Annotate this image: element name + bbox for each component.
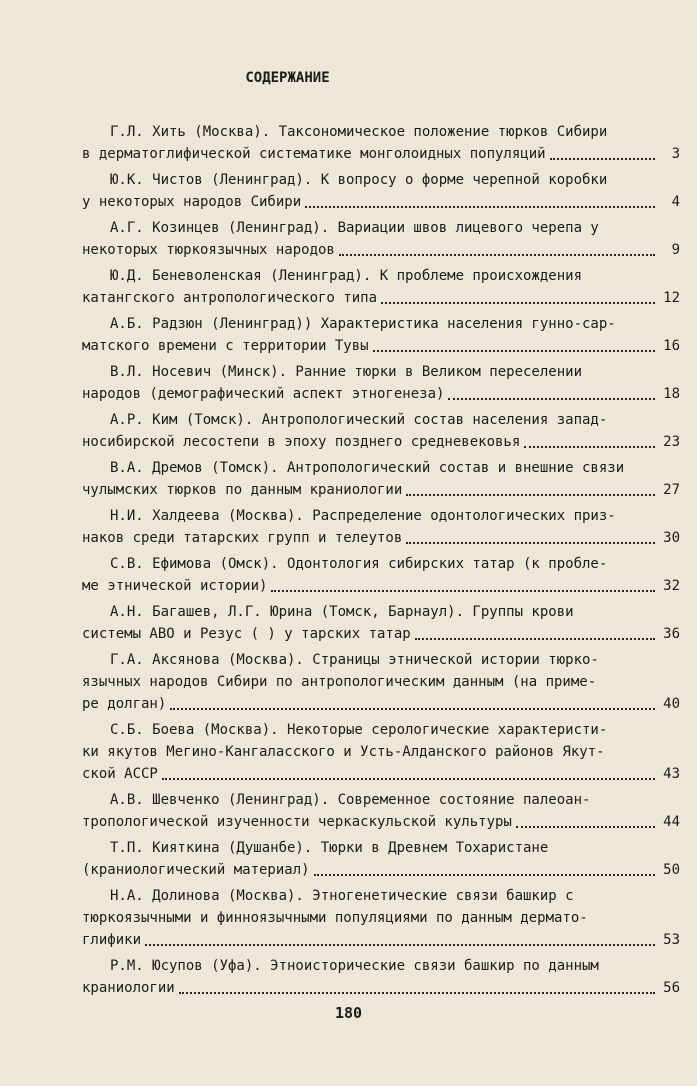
toc-entry [82,553,680,597]
toc-entry-line: Н.А. Долинова (Москва). Этногенетические связи башкир с [110,888,574,904]
toc-page-number: 56 [663,980,680,996]
toc-entry-line: тропологической изученности черкаскульской культуры [82,814,512,830]
page-number: 180 [334,1004,363,1022]
dot-leader [314,873,655,876]
toc-entry-line: ме этнической истории) [82,578,268,594]
dot-leader [145,943,655,946]
dot-leader [271,589,655,592]
toc-entry-last-line [82,431,680,453]
toc-entry-line: Ю.Д. Беневоленская (Ленинград). К проблеме происхождения [110,268,583,284]
dot-leader [381,301,655,304]
toc-page-number: 23 [663,434,680,450]
dot-leader [162,777,655,780]
toc-page-number: 43 [663,766,680,782]
toc-entry-line: глифики [82,932,142,948]
toc-entry-last-line [82,527,680,549]
toc-page-number: 9 [671,242,680,258]
toc-entry-last-line [82,191,680,213]
toc-page-number: 12 [663,290,680,306]
toc-page-number: 40 [663,696,680,712]
dot-leader [373,349,655,352]
toc-page-number: 53 [663,932,680,948]
toc-page-number: 44 [663,814,680,830]
toc-entry-last-line [82,763,680,785]
toc-entry [82,955,680,999]
toc-entry-last-line [82,383,680,405]
toc-entry [82,169,680,213]
toc-entry [82,217,680,261]
toc-page-number: 27 [663,482,680,498]
toc-entry-line: системы АВО и Резус ( ) у тарских татар [82,626,411,642]
toc-entry-last-line [82,479,680,501]
toc-entry-line: ки якутов Мегино-Кангаласского и Усть-Алданского районов Якут- [82,744,605,760]
toc-entry [82,885,680,951]
toc-entry-line: Т.П. Кияткина (Душанбе). Тюрки в Древнем Тохаристане [110,840,549,856]
toc-page-number: 50 [663,862,680,878]
toc-entry-line: А.Г. Козинцев (Ленинград). Вариации швов лицевого черепа у [110,220,599,236]
toc-entry [82,601,680,645]
toc-entry [82,409,680,453]
toc-entry-last-line [82,977,680,999]
toc-entry-last-line [82,859,680,881]
toc-entry-last-line [82,811,680,833]
toc-entry-line: С.Б. Боева (Москва). Некоторые серологические характеристи- [110,722,608,738]
toc-entry-line: А.Б. Радзюн (Ленинград)) Характеристика населения гунно-сар- [110,316,616,332]
toc-entry-line: у некоторых народов Сибири [82,194,302,210]
toc-entry [82,265,680,309]
toc-entry-line: А.Н. Багашев, Л.Г. Юрина (Томск, Барнаул). Группы крови [110,604,574,620]
toc-page-number: 16 [663,338,680,354]
dot-leader [550,157,655,160]
table-of-contents [82,121,680,1003]
toc-entry-line: народов (демографический аспект этногенеза) [82,386,445,402]
toc-entry [82,789,680,833]
toc-entry-last-line [82,239,680,261]
toc-page-number: 32 [663,578,680,594]
toc-entry-last-line [82,693,680,715]
toc-entry-line: Г.А. Аксянова (Москва). Страницы этнической истории тюрко- [110,652,599,668]
toc-entry [82,837,680,881]
dot-leader [406,493,655,496]
toc-entry [82,505,680,549]
toc-entry-last-line [82,929,680,951]
dot-leader [516,825,655,828]
toc-entry [82,361,680,405]
toc-entry-line: краниологии [82,980,175,996]
toc-entry-line: язычных народов Сибири по антропологическим данным (на приме- [82,674,597,690]
toc-entry [82,719,680,785]
toc-entry-line: А.Р. Ким (Томск). Антропологический состав населения запад- [110,412,608,428]
toc-page-number: 3 [671,146,680,162]
toc-entry [82,457,680,501]
toc-entry-line: Ю.К. Чистов (Ленинград). К вопросу о форме черепной коробки [110,172,608,188]
dot-leader [415,637,655,640]
toc-entry-line: Н.И. Халдеева (Москва). Распределение одонтологических приз- [110,508,616,524]
dot-leader [524,445,655,448]
toc-entry-line: Г.Л. Хить (Москва). Таксономическое положение тюрков Сибири [110,124,608,140]
toc-entry-last-line [82,575,680,597]
dot-leader [170,707,655,710]
toc-page-number: 30 [663,530,680,546]
toc-entry-line: ре долган) [82,696,167,712]
dot-leader [179,991,655,994]
toc-entry-line: А.В. Шевченко (Ленинград). Современное состояние палеоан- [110,792,591,808]
toc-entry-line: матского времени с территории Тувы [82,338,369,354]
toc-entry-line: В.Л. Носевич (Минск). Ранние тюрки в Великом переселении [110,364,583,380]
dot-leader [406,541,655,544]
toc-entry-line: чулымских тюрков по данным краниологии [82,482,403,498]
toc-entry-line: наков среди татарских групп и телеутов [82,530,403,546]
toc-entry-line: носибирской лесостепи в эпоху позднего средневековья [82,434,521,450]
toc-entry-line: некоторых тюркоязычных народов [82,242,335,258]
page-title: СОДЕРЖАНИЕ [245,70,330,86]
dot-leader [448,397,655,400]
dot-leader [339,253,655,256]
dot-leader [305,205,655,208]
toc-entry [82,121,680,165]
toc-entry [82,649,680,715]
toc-entry-line: Р.М. Юсупов (Уфа). Этноисторические связи башкир по данным [110,958,599,974]
toc-entry-line: в дерматоглифической систематике монголоидных популяций [82,146,546,162]
toc-entry-last-line [82,335,680,357]
toc-entry-line: катангского антропологического типа [82,290,378,306]
toc-entry-last-line [82,143,680,165]
toc-entry-line: В.А. Дремов (Томск). Антропологический состав и внешние связи [110,460,625,476]
toc-entry-line: тюркоязычными и финноязычными популяциями по данным дермато- [82,910,588,926]
toc-entry-line: С.В. Ефимова (Омск). Одонтология сибирских татар (к пробле- [110,556,608,572]
toc-page-number: 4 [671,194,680,210]
toc-entry [82,313,680,357]
toc-entry-line: (краниологический материал) [82,862,310,878]
toc-page-number: 18 [663,386,680,402]
toc-page-number: 36 [663,626,680,642]
toc-entry-last-line [82,623,680,645]
toc-entry-last-line [82,287,680,309]
toc-entry-line: ской АССР [82,766,158,782]
